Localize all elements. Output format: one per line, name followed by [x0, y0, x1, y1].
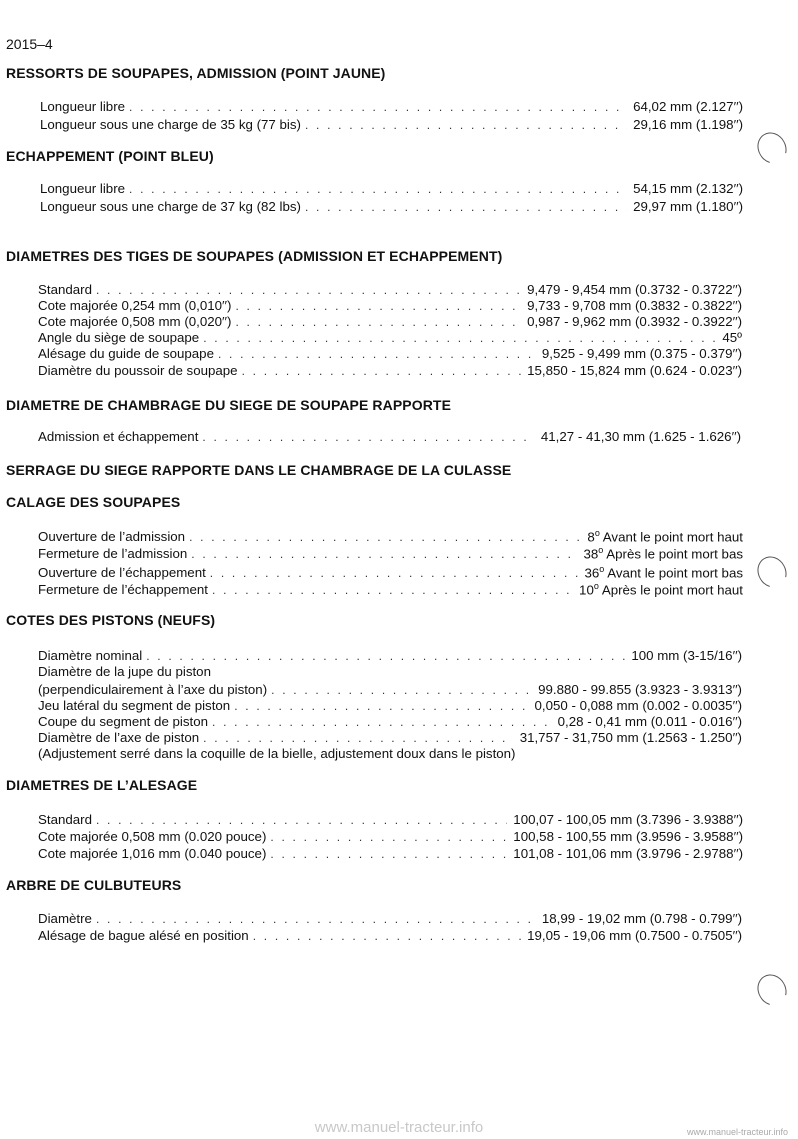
section-heading: COTES DES PISTONS (NEUFS) [6, 612, 216, 628]
spec-label: Standard [38, 282, 92, 297]
spec-row [40, 116, 743, 132]
spec-row [38, 345, 742, 361]
footer-watermark-small: www.manuel-tracteur.info [686, 1127, 788, 1137]
binder-hole-mark [752, 127, 792, 169]
dot-leader [96, 912, 536, 926]
spec-label: Angle du siège de soupape [38, 330, 200, 345]
spec-row [38, 329, 742, 345]
dot-leader [234, 699, 528, 713]
spec-row [38, 713, 742, 729]
degree-mark: o [598, 545, 604, 555]
spec-row [38, 313, 742, 329]
spec-label: Diamètre de l’axe de piston [38, 730, 200, 745]
dot-leader [235, 299, 521, 313]
spec-value [578, 564, 743, 580]
spec-row [40, 180, 743, 196]
degree-mark: o [599, 564, 605, 574]
degree-value: 36 [584, 565, 600, 580]
spec-label: Diamètre [38, 911, 92, 926]
spec-value: 9,479 - 9,454 mm (0.3732 - 0.3722′′) [527, 282, 742, 297]
spec-row [38, 297, 742, 313]
timing-text: Avant le point mort haut [599, 529, 743, 544]
spec-value: 64,02 mm (2.127′′) [633, 99, 743, 114]
spec-label: Ouverture de l’échappement [38, 565, 206, 580]
spec-label: Jeu latéral du segment de piston [38, 698, 231, 713]
spec-value [581, 528, 743, 544]
spec-value: 99.880 - 99.855 (3.9323 - 3.9313′′) [538, 682, 742, 697]
spec-value: 29,97 mm (1.180′′) [633, 199, 743, 214]
spec-label: Longueur sous une charge de 35 kg (77 bis) [40, 117, 301, 132]
spec-label: Cote majorée 0,254 mm (0,010′′) [38, 298, 232, 313]
spec-row [38, 845, 743, 861]
dot-leader [270, 847, 507, 861]
dot-leader [203, 331, 716, 345]
dot-leader [235, 315, 521, 329]
section-heading: RESSORTS DE SOUPAPES, ADMISSION (POINT JAUNE) [6, 65, 386, 81]
degree-value: 8 [587, 529, 595, 544]
spec-value: 31,757 - 31,750 mm (1.2563 - 1.250′′) [519, 730, 742, 745]
spec-value: 18,99 - 19,02 mm (0.798 - 0.799′′) [541, 911, 742, 926]
spec-row [38, 910, 742, 926]
spec-label: Admission et échappement [38, 429, 199, 444]
spec-row [38, 528, 743, 544]
spec-value: 29,16 mm (1.198′′) [633, 117, 743, 132]
dot-leader [191, 547, 577, 561]
section-heading: DIAMETRE DE CHAMBRAGE DU SIEGE DE SOUPAPE RAPPORTE [6, 397, 452, 413]
spec-value: 101,08 - 101,06 mm (3.9796 - 2.9788′′) [513, 846, 743, 861]
spec-row [38, 428, 741, 444]
spec-row [38, 581, 743, 597]
spec-value: 100,58 - 100,55 mm (3.9596 - 3.9588′′) [513, 829, 743, 844]
timing-text: Après le point mort bas [603, 546, 743, 561]
spec-value: 15,850 - 15,824 mm (0.624 - 0.023′′) [527, 363, 742, 378]
section-heading: DIAMETRES DES TIGES DE SOUPAPES (ADMISSION ET ECHAPPEMENT) [6, 248, 503, 264]
spec-label: Longueur libre [40, 99, 126, 114]
spec-value [573, 581, 743, 597]
spec-row [38, 647, 742, 663]
spec-label: Fermeture de l’échappement [38, 582, 208, 597]
section-heading: DIAMETRES DE L’ALESAGE [6, 777, 198, 793]
spec-value: 9,525 - 9,499 mm (0.375 - 0.379′′) [541, 346, 742, 361]
spec-value: 9,733 - 9,708 mm (0.3832 - 0.3822′′) [527, 298, 742, 313]
spec-row [38, 927, 742, 943]
spec-value [577, 545, 743, 561]
dot-leader [189, 530, 581, 544]
dot-leader [212, 583, 573, 597]
dot-leader [96, 813, 507, 827]
spec-value: 41,27 - 41,30 mm (1.625 - 1.626′′) [540, 429, 741, 444]
dot-leader [202, 430, 534, 444]
spec-label: Cote majorée 0,508 mm (0,020′′) [38, 314, 232, 329]
spec-label: Longueur sous une charge de 37 kg (82 lbs) [40, 199, 301, 214]
dot-leader [271, 683, 532, 697]
spec-row [38, 362, 742, 378]
dot-leader [305, 200, 627, 214]
spec-value: 45º [722, 330, 742, 345]
degree-mark: o [594, 528, 600, 538]
footer-watermark: www.manuel-tracteur.info [314, 1119, 484, 1136]
section-heading: SERRAGE DU SIEGE RAPPORTE DANS LE CHAMBRAGE DE LA CULASSE [6, 462, 512, 478]
spec-text-line: Diamètre de la jupe du piston [38, 664, 211, 679]
spec-row [38, 811, 743, 827]
dot-leader [210, 566, 579, 580]
spec-label: Cote majorée 1,016 mm (0.040 pouce) [38, 846, 267, 861]
section-heading: ECHAPPEMENT (POINT BLEU) [6, 148, 214, 164]
spec-row [38, 281, 742, 297]
spec-label: Cote majorée 0,508 mm (0.020 pouce) [38, 829, 267, 844]
dot-leader [129, 100, 627, 114]
spec-row [38, 564, 743, 580]
spec-row [38, 697, 742, 713]
dot-leader [218, 347, 536, 361]
spec-label: Diamètre nominal [38, 648, 143, 663]
spec-note: (Adjustement serré dans la coquille de la bielle, adjustement doux dans le piston) [38, 746, 516, 761]
dot-leader [203, 731, 514, 745]
spec-row [40, 198, 743, 214]
spec-label: Alésage du guide de soupape [38, 346, 214, 361]
dot-leader [146, 649, 625, 663]
section-heading: CALAGE DES SOUPAPES [6, 494, 181, 510]
spec-row [38, 545, 743, 561]
spec-row [38, 729, 742, 745]
spec-value: 100,07 - 100,05 mm (3.7396 - 3.9388′′) [513, 812, 743, 827]
spec-label: Longueur libre [40, 181, 126, 196]
dot-leader [305, 118, 627, 132]
spec-label: Ouverture de l’admission [38, 529, 186, 544]
spec-label: Standard [38, 812, 92, 827]
spec-label: Coupe du segment de piston [38, 714, 209, 729]
spec-label: Fermeture de l’admission [38, 546, 188, 561]
degree-value: 10 [579, 582, 594, 597]
dot-leader [253, 929, 521, 943]
timing-text: Après le point mort haut [598, 582, 743, 597]
spec-row [40, 98, 743, 114]
spec-row [38, 828, 743, 844]
page-number: 2015–4 [6, 36, 53, 52]
dot-leader [270, 830, 507, 844]
spec-value: 0,050 - 0,088 mm (0.002 - 0.0035′′) [534, 698, 742, 713]
timing-text: Avant le point mort bas [604, 565, 743, 580]
spec-value: 100 mm (3-15/16′′) [631, 648, 742, 663]
binder-hole-mark [752, 551, 792, 593]
dot-leader [242, 364, 522, 378]
spec-value: 0,28 - 0,41 mm (0.011 - 0.016′′) [557, 714, 742, 729]
spec-label: Diamètre du poussoir de soupape [38, 363, 238, 378]
spec-value: 19,05 - 19,06 mm (0.7500 - 0.7505′′) [527, 928, 742, 943]
dot-leader [96, 283, 521, 297]
spec-label: (perpendiculairement à l’axe du piston) [38, 682, 268, 697]
section-heading: ARBRE DE CULBUTEURS [6, 877, 182, 893]
dot-leader [212, 715, 552, 729]
spec-row [38, 681, 742, 697]
spec-value: 54,15 mm (2.132′′) [633, 181, 743, 196]
binder-hole-mark [752, 969, 792, 1011]
degree-mark: o [593, 581, 599, 591]
spec-label: Alésage de bague alésé en position [38, 928, 249, 943]
spec-value: 0,987 - 9,962 mm (0.3932 - 0.3922′′) [527, 314, 742, 329]
degree-value: 38 [583, 546, 599, 561]
dot-leader [129, 182, 627, 196]
